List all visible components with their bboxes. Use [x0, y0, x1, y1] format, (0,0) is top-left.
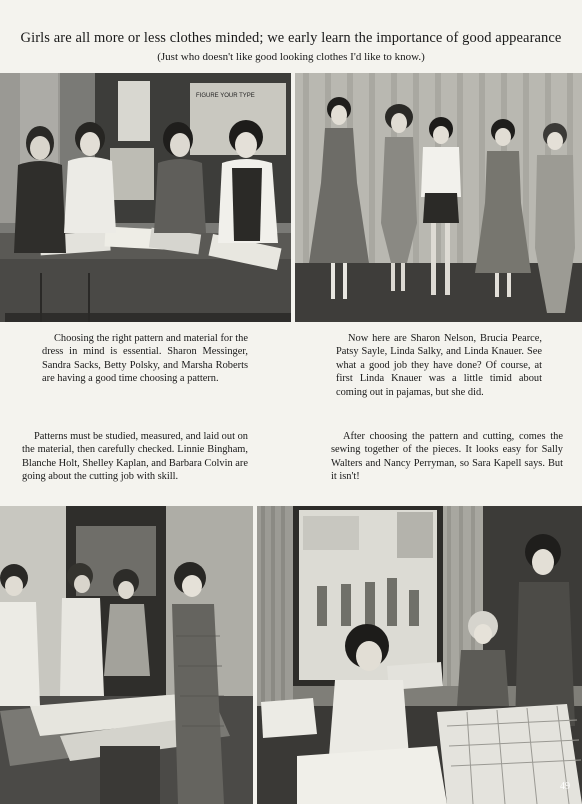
photo-sewing	[257, 506, 582, 804]
photo-cutting-fabric	[0, 506, 253, 804]
caption-choosing-patterns: Choosing the right pattern and material for the dress in mind is essential. Sharon Messinger, Sandra Sacks, Betty Polsky, and Marsha Roberts are having a good time choosing a pattern.	[42, 333, 248, 385]
caption-sewing: After choosing the pattern and cutting, comes the sewing together of the pieces. It looks easy for Sally Walters and Nancy Perryman, so Sara Kapell says. But it isn't!	[331, 431, 563, 483]
subheadline: (Just who doesn't like good looking clothes I'd like to know.)	[157, 51, 425, 63]
photo-choosing-patterns	[0, 73, 291, 322]
poster-label: FIGURE YOUR TYPE	[196, 93, 255, 99]
page-number: 49	[560, 781, 570, 792]
photo-finished-outfits	[295, 73, 582, 322]
caption-cutting-patterns: Patterns must be studied, measured, and laid out on the material, then carefully checked. Linnie Bingham, Blanche Holt, Shelley Kaplan, and Barbara Colvin are going about the cutting job with skill.	[22, 431, 248, 483]
headline: Girls are all more or less clothes minded; we early learn the importance of good appearance	[20, 30, 562, 46]
caption-finished-outfits: Now here are Sharon Nelson, Brucia Pearce, Patsy Sayle, Linda Salky, and Linda Knauer. See what a good job they have done? Of course, at first Linda Knauer was a little timid about coming out in pajamas, but she did.	[336, 333, 542, 398]
